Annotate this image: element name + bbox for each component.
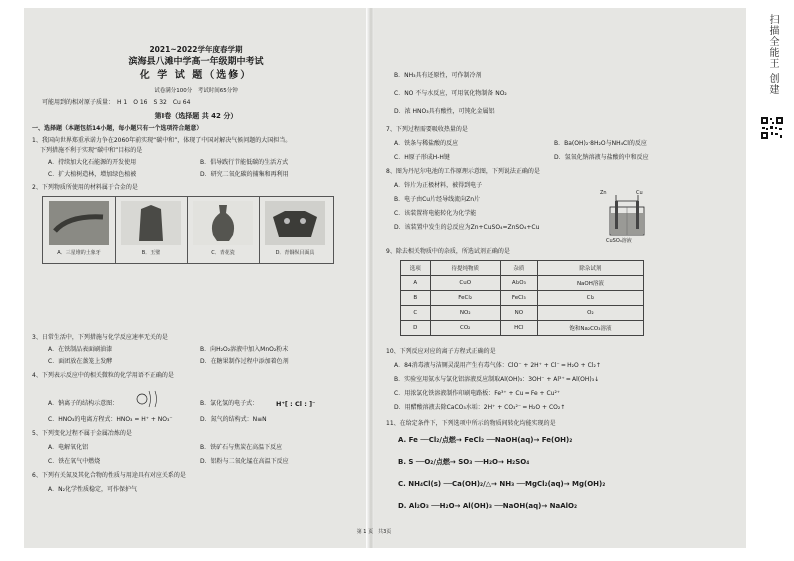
q10-option-d: D．用醋酸溶液去除CaCO₃水垢：2H⁺ + CO₃²⁻ ═ H₂O + CO₂↑: [394, 404, 566, 411]
q4-option-d: D．氮气的结构式：N≡N: [200, 416, 267, 423]
daniell-cell-diagram: [602, 191, 652, 243]
q2-option-d-figure: [259, 197, 331, 263]
ivory-image: [49, 201, 109, 245]
q3-option-b: B．向H₂O₂溶液中加入MnO₂粉末: [200, 346, 289, 353]
cell: NaOH溶液: [537, 276, 643, 291]
q2-image-strip: [42, 196, 334, 264]
q8-option-c: C．该装置将电能转化为化学能: [394, 210, 477, 217]
table-header-row: [401, 261, 644, 276]
q4-option-b: B．氯化氢的电子式：: [200, 400, 259, 407]
q2-option-b-figure: [115, 197, 188, 263]
cell: Cl₂: [537, 291, 643, 306]
q2-caption-d: D．青铜纵目面具: [275, 250, 315, 256]
q1-stem-line2: 下列措施不利于实现“碳中和”目标的是: [40, 147, 143, 154]
q5-option-d: D．铝粉与二氧化锰在高温下反应: [200, 458, 289, 465]
exam-page-right: [356, 8, 746, 548]
header-substance: 待提纯物质: [430, 261, 500, 276]
q6-option-b: B．NH₃具有还原性，可作制冷剂: [394, 72, 482, 79]
q5-option-b: B．铁矿石与焦炭在高温下反应: [200, 444, 283, 451]
q10-option-a: A．84消毒液与洁厕灵混用产生有毒气体：ClO⁻ + 2H⁺ + Cl⁻ ═ H₂O + Cl₂↑: [394, 362, 601, 369]
q11-option-c: C. NH₄Cl(s) ──Ca(OH)₂/△→ NH₃ ──MgCl₂(aq)→ Mg(OH)₂: [398, 480, 606, 488]
exam-page-left: [24, 8, 368, 548]
q2-option-a-figure: [43, 197, 116, 263]
q4-option-a: A．钠离子的结构示意图：: [48, 400, 119, 407]
q5-option-c: C．铁在氧气中燃烧: [48, 458, 101, 465]
table-row: [401, 321, 644, 336]
zinc-label: Zn: [600, 190, 607, 196]
header-option: 选项: [401, 261, 431, 276]
cell: FeCl₃: [500, 291, 537, 306]
porcelain-vase-image: [193, 201, 253, 245]
cell: 饱和Na₂CO₃溶液: [537, 321, 643, 336]
q11-option-d: D. Al₂O₃ ──H₂O→ Al(OH)₃ ──NaOH(aq)→ NaAlO₂: [398, 502, 578, 510]
q2-caption-c: C．青花瓷: [211, 250, 235, 256]
hcl-electron-formula: H⁺[ : Cl : ]⁻: [276, 400, 316, 408]
q11-option-a: A. Fe ──Cl₂/点燃→ FeCl₂ ──NaOH(aq)→ Fe(OH)₂: [398, 436, 573, 444]
q2-caption-b: B．玉璧: [141, 250, 161, 256]
header-reagent: 除杂试剂: [537, 261, 643, 276]
q10-option-b: B．实验室用氨水与氯化铝溶液反应制取Al(OH)₃：3OH⁻ + Al³⁺ ═ Al(OH)₃↓: [394, 376, 600, 383]
scanner-watermark: 扫描全能王 创建: [767, 14, 778, 96]
cell: O₂: [537, 306, 643, 321]
exam-year-term: 2021~2022学年度春学期: [149, 45, 243, 54]
q2-stem: 2、下列物质所使用的材料属于合金的是: [32, 184, 138, 191]
q7-option-d: D．氢氧化钠溶液与盐酸的中和反应: [554, 154, 649, 161]
q6-option-d: D．浓 HNO₃具有酸性，可钝化金属铝: [394, 108, 495, 115]
q7-stem: 7、下列过程需要吸收热量的是: [386, 126, 468, 133]
q10-option-c: C．用浓氯化铁溶液制作印刷电路板：Fe³⁺ + Cu ═ Fe + Cu²⁺: [394, 390, 561, 397]
q8-stem: 8、图为丹尼尔电池的工作原理示意图，下列说法正确的是: [386, 168, 540, 175]
cell: CuO: [430, 276, 500, 291]
copper-label: Cu: [636, 190, 643, 196]
q7-option-c: C．H原子形成H-H键: [394, 154, 450, 161]
part-one-title: 第Ⅰ卷（选择题 共 42 分）: [154, 112, 238, 120]
q1-option-b: B．倡导践行节能低碳的生活方式: [200, 159, 289, 166]
q9-table: [400, 260, 644, 336]
q5-stem: 5、下列变化过程不属于金属冶炼的是: [32, 430, 132, 437]
q2-caption-a: A．三星堆的土象牙: [57, 250, 101, 256]
q11-stem: 11、在给定条件下，下列选项中所示的物质间转化均能实现的是: [386, 420, 556, 427]
q1-option-d: D．研究二氧化碳的捕集和再利用: [200, 171, 289, 178]
q7-option-b: B．Ba(OH)₂·8H₂O与NH₄Cl的反应: [554, 140, 647, 147]
qr-code-icon: [760, 116, 784, 140]
solution-label: CuSO₄溶液: [606, 238, 632, 244]
cell: FeCl₂: [430, 291, 500, 306]
q6-option-c: C．NO 不与水反应，可用氧化物制备 NO₂: [394, 90, 507, 97]
q4-stem: 4、下列表示反应中的相关微粒的化学用语不正确的是: [32, 372, 174, 379]
cell: HCl: [500, 321, 537, 336]
table-row: [401, 306, 644, 321]
q1-option-c: C．扩大植树造林，增加绿色植被: [48, 171, 137, 178]
q10-stem: 10、下列反应对应的离子方程式正确的是: [386, 348, 496, 355]
cell: D: [401, 321, 431, 336]
cell: C: [401, 306, 431, 321]
q3-option-a: A．在铁制品表面刷油漆: [48, 346, 113, 353]
atomic-masses: 可能用到的相对原子质量： H 1 O 16 S 32 Cu 64: [42, 99, 191, 106]
page-footer: 第 1 页 共3页: [356, 529, 392, 535]
exam-subject-title: 化 学 试 题（选修）: [139, 70, 253, 81]
q8-option-d: D．该装置中发生的总反应为Zn+CuSO₄=ZnSO₄+Cu: [394, 224, 540, 231]
table-row: [401, 276, 644, 291]
q9-stem: 9、除去相关物质中的杂质，所选试剂正确的是: [386, 248, 510, 255]
q2-option-c-figure: [187, 197, 260, 263]
q5-option-a: A．电解氧化铝: [48, 444, 89, 451]
q8-option-b: B．电子由Cu片经导线流向Zn片: [394, 196, 481, 203]
jade-bi-image: [121, 201, 181, 245]
q8-option-a: A．锌片为正极材料，被得到电子: [394, 182, 483, 189]
cell: CO₂: [430, 321, 500, 336]
header-impurity: 杂质: [500, 261, 537, 276]
exam-score-time: 试卷满分100分 考试时间65分钟: [154, 88, 238, 94]
cell: NO: [500, 306, 537, 321]
q1-option-a: A．持续加大化石能源的开发使用: [48, 159, 137, 166]
q1-stem-line1: 1、我国向世界郑重承诺力争在2060年前实现“碳中和”，体现了中国对解决气候问题的大国担当。: [32, 137, 292, 144]
school-exam-name: 滨海县八滩中学高一年级期中考试: [128, 57, 264, 67]
q3-stem: 3、日常生活中，下列措施与化学反应速率无关的是: [32, 334, 168, 341]
cell: B: [401, 291, 431, 306]
q7-option-a: A．铁条与稀盐酸的反应: [394, 140, 459, 147]
q6-stem: 6、下列有关氮及其化合物的性质与用途具有对应关系的是: [32, 472, 186, 479]
q6-option-a: A．N₂化学性质稳定，可作保护气: [48, 486, 137, 493]
cell: A: [401, 276, 431, 291]
cell: NO₂: [430, 306, 500, 321]
bronze-mask-image: [265, 201, 325, 245]
section-one-title: 一、选择题（本题包括14小题，每小题只有一个选项符合题意）: [32, 125, 203, 132]
table-row: [401, 291, 644, 306]
q4-option-c: C．HNO₃的电离方程式：HNO₃ = H⁺ + NO₃⁻: [48, 416, 173, 423]
q11-option-b: B. S ──O₂/点燃→ SO₃ ──H₂O→ H₂SO₄: [398, 458, 530, 466]
q3-option-d: D．在糖果制作过程中添加着色剂: [200, 358, 289, 365]
q3-option-c: C．面团放在蒸笼上发酵: [48, 358, 113, 365]
sodium-ion-diagram: [136, 388, 162, 410]
cell: Al₂O₃: [500, 276, 537, 291]
